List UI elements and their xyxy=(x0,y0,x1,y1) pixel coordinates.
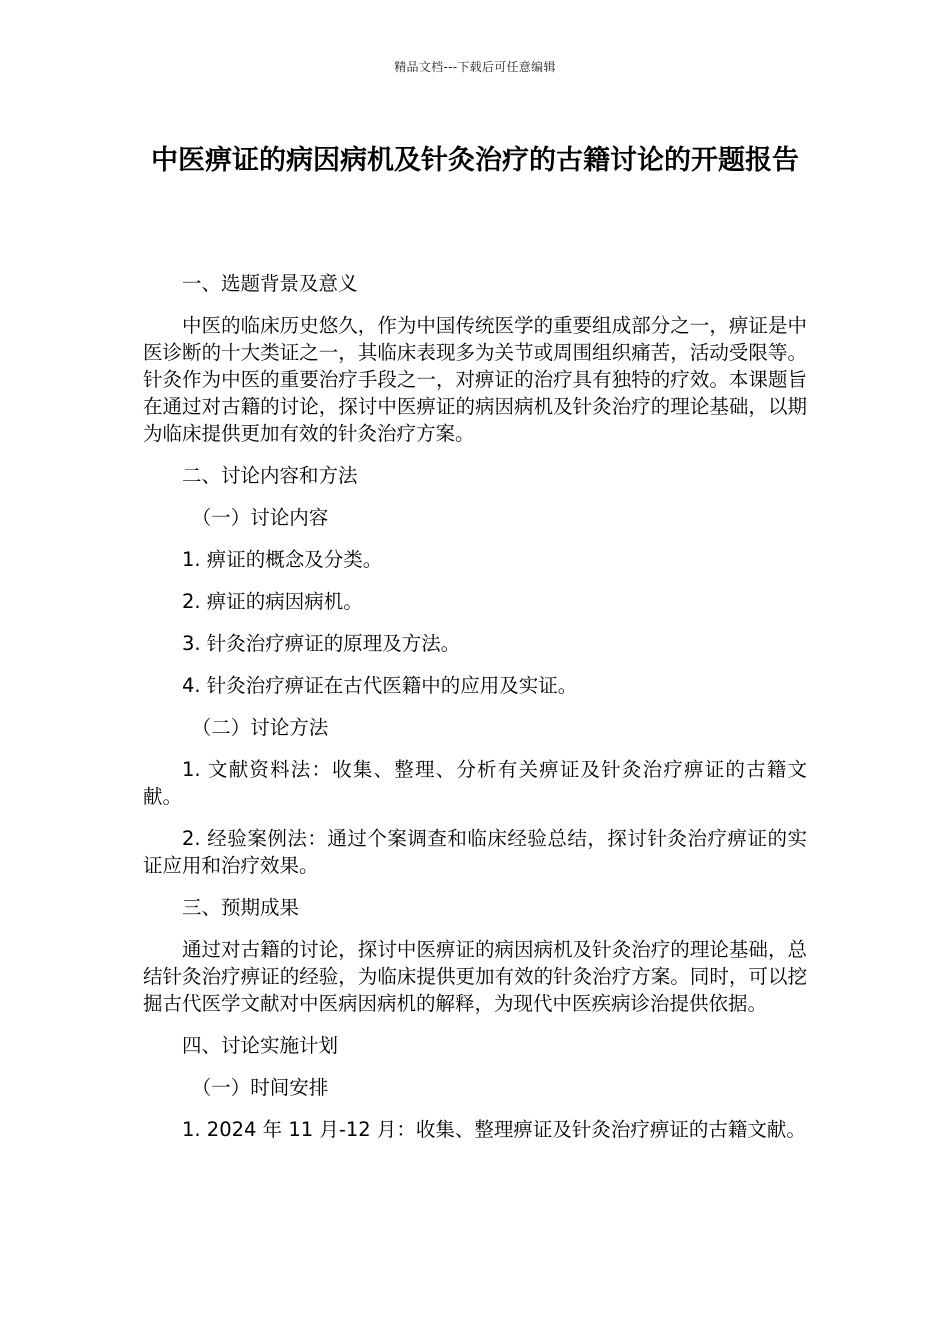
document-title: 中医痹证的病因病机及针灸治疗的古籍讨论的开题报告 xyxy=(151,145,799,176)
subheading-content: （一）讨论内容 xyxy=(191,506,329,529)
subheading-schedule: （一）时间安排 xyxy=(191,1076,329,1099)
schedule-item: 1. 2024 年 11 月-12 月：收集、整理痹证及针灸治疗痹证的古籍文献。 xyxy=(182,1118,806,1141)
method-item: 2. 经验案例法：通过个案调查和临床经验总结，探讨针灸治疗痹证的实证应用和治疗效果。 xyxy=(143,827,807,877)
paragraph-expected-results: 通过对古籍的讨论，探讨中医痹证的病因病机及针灸治疗的理论基础，总结针灸治疗痹证的经验，为临床提供更加有效的针灸治疗方案。同时，可以挖掘古代医学文献对中医病因病机的解释，为现代中医疾病诊治提供依据。 xyxy=(143,938,807,1015)
section-heading-expected-results: 三、预期成果 xyxy=(182,896,300,919)
list-item: 3. 针灸治疗痹证的原理及方法。 xyxy=(182,632,461,655)
document-body xyxy=(143,270,807,1158)
list-item: 4. 针灸治疗痹证在古代医籍中的应用及实证。 xyxy=(182,674,578,697)
list-item: 1. 痹证的概念及分类。 xyxy=(182,548,383,571)
header-note: 精品文档---下载后可任意编辑 xyxy=(394,60,556,74)
method-item: 1. 文献资料法：收集、整理、分析有关痹证及针灸治疗痹证的古籍文献。 xyxy=(143,758,807,808)
section-heading-content-methods: 二、讨论内容和方法 xyxy=(182,464,358,487)
subheading-methods: （二）讨论方法 xyxy=(191,716,329,739)
paragraph-background: 中医的临床历史悠久，作为中国传统医学的重要组成部分之一，痹证是中医诊断的十大类证之一，其临床表现多为关节或周围组织痛苦，活动受限等。针灸作为中医的重要治疗手段之一，对痹证的治疗具有独特的疗效。本课题旨在通过对古籍的讨论，探讨中医痹证的病因病机及针灸治疗的理论基础，以期为临床提供更加有效的针灸治疗方案。 xyxy=(143,314,807,445)
section-heading-background: 一、选题背景及意义 xyxy=(182,272,358,295)
section-heading-implementation-plan: 四、讨论实施计划 xyxy=(182,1034,339,1057)
list-item: 2. 痹证的病因病机。 xyxy=(182,590,363,613)
